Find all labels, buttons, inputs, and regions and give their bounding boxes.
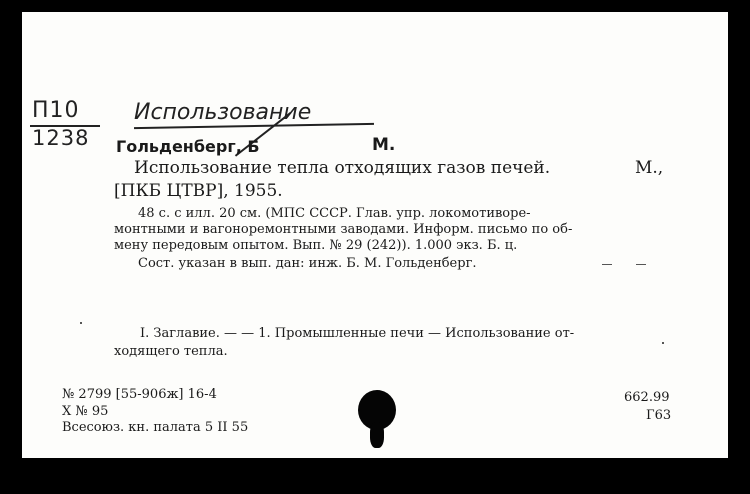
description-line: монтными и вагоноремонтными заводами. Информ. письмо по об- bbox=[114, 222, 573, 237]
publication-place: М., bbox=[635, 158, 664, 178]
author-mark: Г63 bbox=[646, 408, 672, 423]
speck bbox=[80, 322, 82, 324]
catalog-card bbox=[22, 12, 728, 458]
description-line: мену передовым опытом. Вып. № 29 (242)). 1.000 экз. Б. ц. bbox=[114, 238, 518, 253]
author-name: Гольденберг, Б bbox=[116, 137, 260, 156]
title-line-1: Использование тепла отходящих газов печей. bbox=[134, 158, 551, 178]
title-line-2: [ПКБ ЦТВР], 1955. bbox=[114, 181, 283, 201]
footer-left-line: X № 95 bbox=[62, 404, 109, 419]
footer-left-line: № 2799 [55-906ж] 16-4 bbox=[62, 387, 217, 402]
tracing-line: ходящего тепла. bbox=[114, 344, 228, 359]
handwritten-subject: Использование bbox=[134, 100, 312, 125]
call-number-top: П10 bbox=[32, 98, 80, 123]
author-initial: М. bbox=[372, 135, 396, 155]
footer-left-line: Всесоюз. кн. палата 5 II 55 bbox=[62, 420, 249, 435]
speck bbox=[602, 264, 612, 265]
description-line: Сост. указан в вып. дан: инж. Б. М. Гольденберг. bbox=[138, 256, 477, 271]
description-line: 48 с. с илл. 20 см. (МПС СССР. Глав. упр. локомотиворе- bbox=[138, 206, 531, 221]
ink-blot-tail bbox=[370, 422, 384, 448]
call-number-bottom: 1238 bbox=[32, 126, 90, 150]
speck bbox=[662, 342, 664, 344]
speck bbox=[636, 264, 646, 265]
tracing-line: I. Заглавие. — — 1. Промышленные печи — Использование от- bbox=[140, 326, 575, 341]
classification-number: 662.99 bbox=[624, 390, 670, 405]
